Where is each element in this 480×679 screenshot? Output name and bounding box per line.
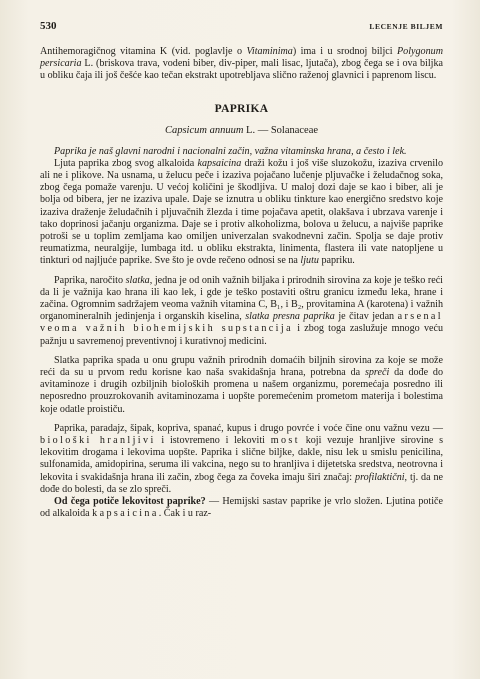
page-number: 530 [40,20,57,32]
lead-paragraph: Paprika je naš glavni narodni i nacionalni začin, važna vitaminska hrana, a često i lek. [54,145,407,157]
running-header [40,20,443,36]
section-title: PAPRIKA [214,102,269,115]
section-subtitle: Capsicum annuum L. — Solanaceae [164,124,319,136]
running-title: LECENJE BILJEM [369,22,443,31]
paragraph-lekovitost: Od čega potiče lekovitost paprike? — Hemijski sastav paprike je vrlo složen. Ljutina potiče od alkaloida kapsaicina. Čak i u raz- [40,496,444,520]
intro-paragraph: Antihemoragičnog vitamina K (vid. poglavlje o Vitaminima) ima i u srodnoj biljci Polygonum persicaria L. (briskova trava, vodeni biber, div-piper, mali lisac, ljutača), zbog čega se i ova biljka u obliku čaja ili još češće kao tečan ekstrakt upotrebljava slično raženoj glavnici i paprenom liscu. [40,46,443,82]
paragraph-slatka-paprika: Paprika, naročito slatka, jedna je od onih važnih biljaka i prirodnih sirovina za koje je teško reći da li je važnija kao hrana ili kao lek, i gde je teško postaviti oštru granicu između leka, hrane i začina. Ogromnim sadržajem veoma važnih vitamina C, B₁, i B₂, provitamina A (karotena) i važnih organomineralnih jedinjenja i organskih kiselina, slatka presna paprika je čitav jedan arsenal veoma važnih biohemijskih supstancija i zbog toga zaslužuje mnogo veću pažnju u savremenoj preventivnoj i kurativnoj medicini. [40,274,443,347]
paragraph-povrce-i-voce: Paprika, paradajz, šipak, kopriva, spanać, kupus i drugo povrće i voće čine onu važnu vezu — biološki hranljivi i istovremeno i lekoviti most koji vezuje hranljive sirovine s lekovitim drogama i lekovima uopšte. Paprika i slične biljke, dakle, nisu lek u smislu penicilina, sulfonamida, amidopirina, seruma ili vakcina, nego su to hranljiva i dijetetska sredstva, neotrovna i lekovita i svakidašnja hrana ili začin, zbog čega za čoveka imaju širi značaj: profilaktični, tj. da ne dođe do bolesti, da se zlo spreči. [40,422,444,495]
paragraph-ljuta-paprika: Ljuta paprika zbog svog alkaloida kapsaicina draži kožu i još više sluzokožu, izaziva crvenilo ali ne i plikove. Na usnama, u želucu peče i izaziva pojačano lučenje pljuvačke i želudačnog soka, zbog čega pomaže varenju. U većoj količini je škodljiva. U maloj dozi daje se kao i biber, ali je bolja od bibera, jer ne izaziva upale. Daje se iznutra u obliku tinkture kao energično sredstvo koje izaziva draženje želudačnih i pljuvačnih žlezda i time pojačava apetit, olakšava i ubrzava varenje i tako doprinosi jačanju organizma. Daje se i protiv alkoholizma, bolova u želucu, a najviše paprike potroši se u toplim zemljama kao omiljen univerzalan svakodnevni začin. Spolja se daje protiv reumatizma, neuralgije, lumbaga itd. u obliku ekstrakta, linimenta, flastera ili vate natopljene u tinkturi od najljuće paprike. Sve što je ovde rečeno odnosi se na ljutu papriku. [40,157,443,267]
paragraph-domace-sirovine: Slatka paprika spada u onu grupu važnih prirodnih domaćih biljnih sirovina za koje se može reći da su u prvom redu korisne kao naša svakidašnja hrana, potrebna da spreči da dođe do avitaminoze i drugih ozbiljnih bioloških promena u našem organizmu, poremećaja posredno ili neposredno prouzrokovanih avitaminozama i uopšte poremećenim prometom materija i bolestima koje odatle proističu. [40,354,444,415]
